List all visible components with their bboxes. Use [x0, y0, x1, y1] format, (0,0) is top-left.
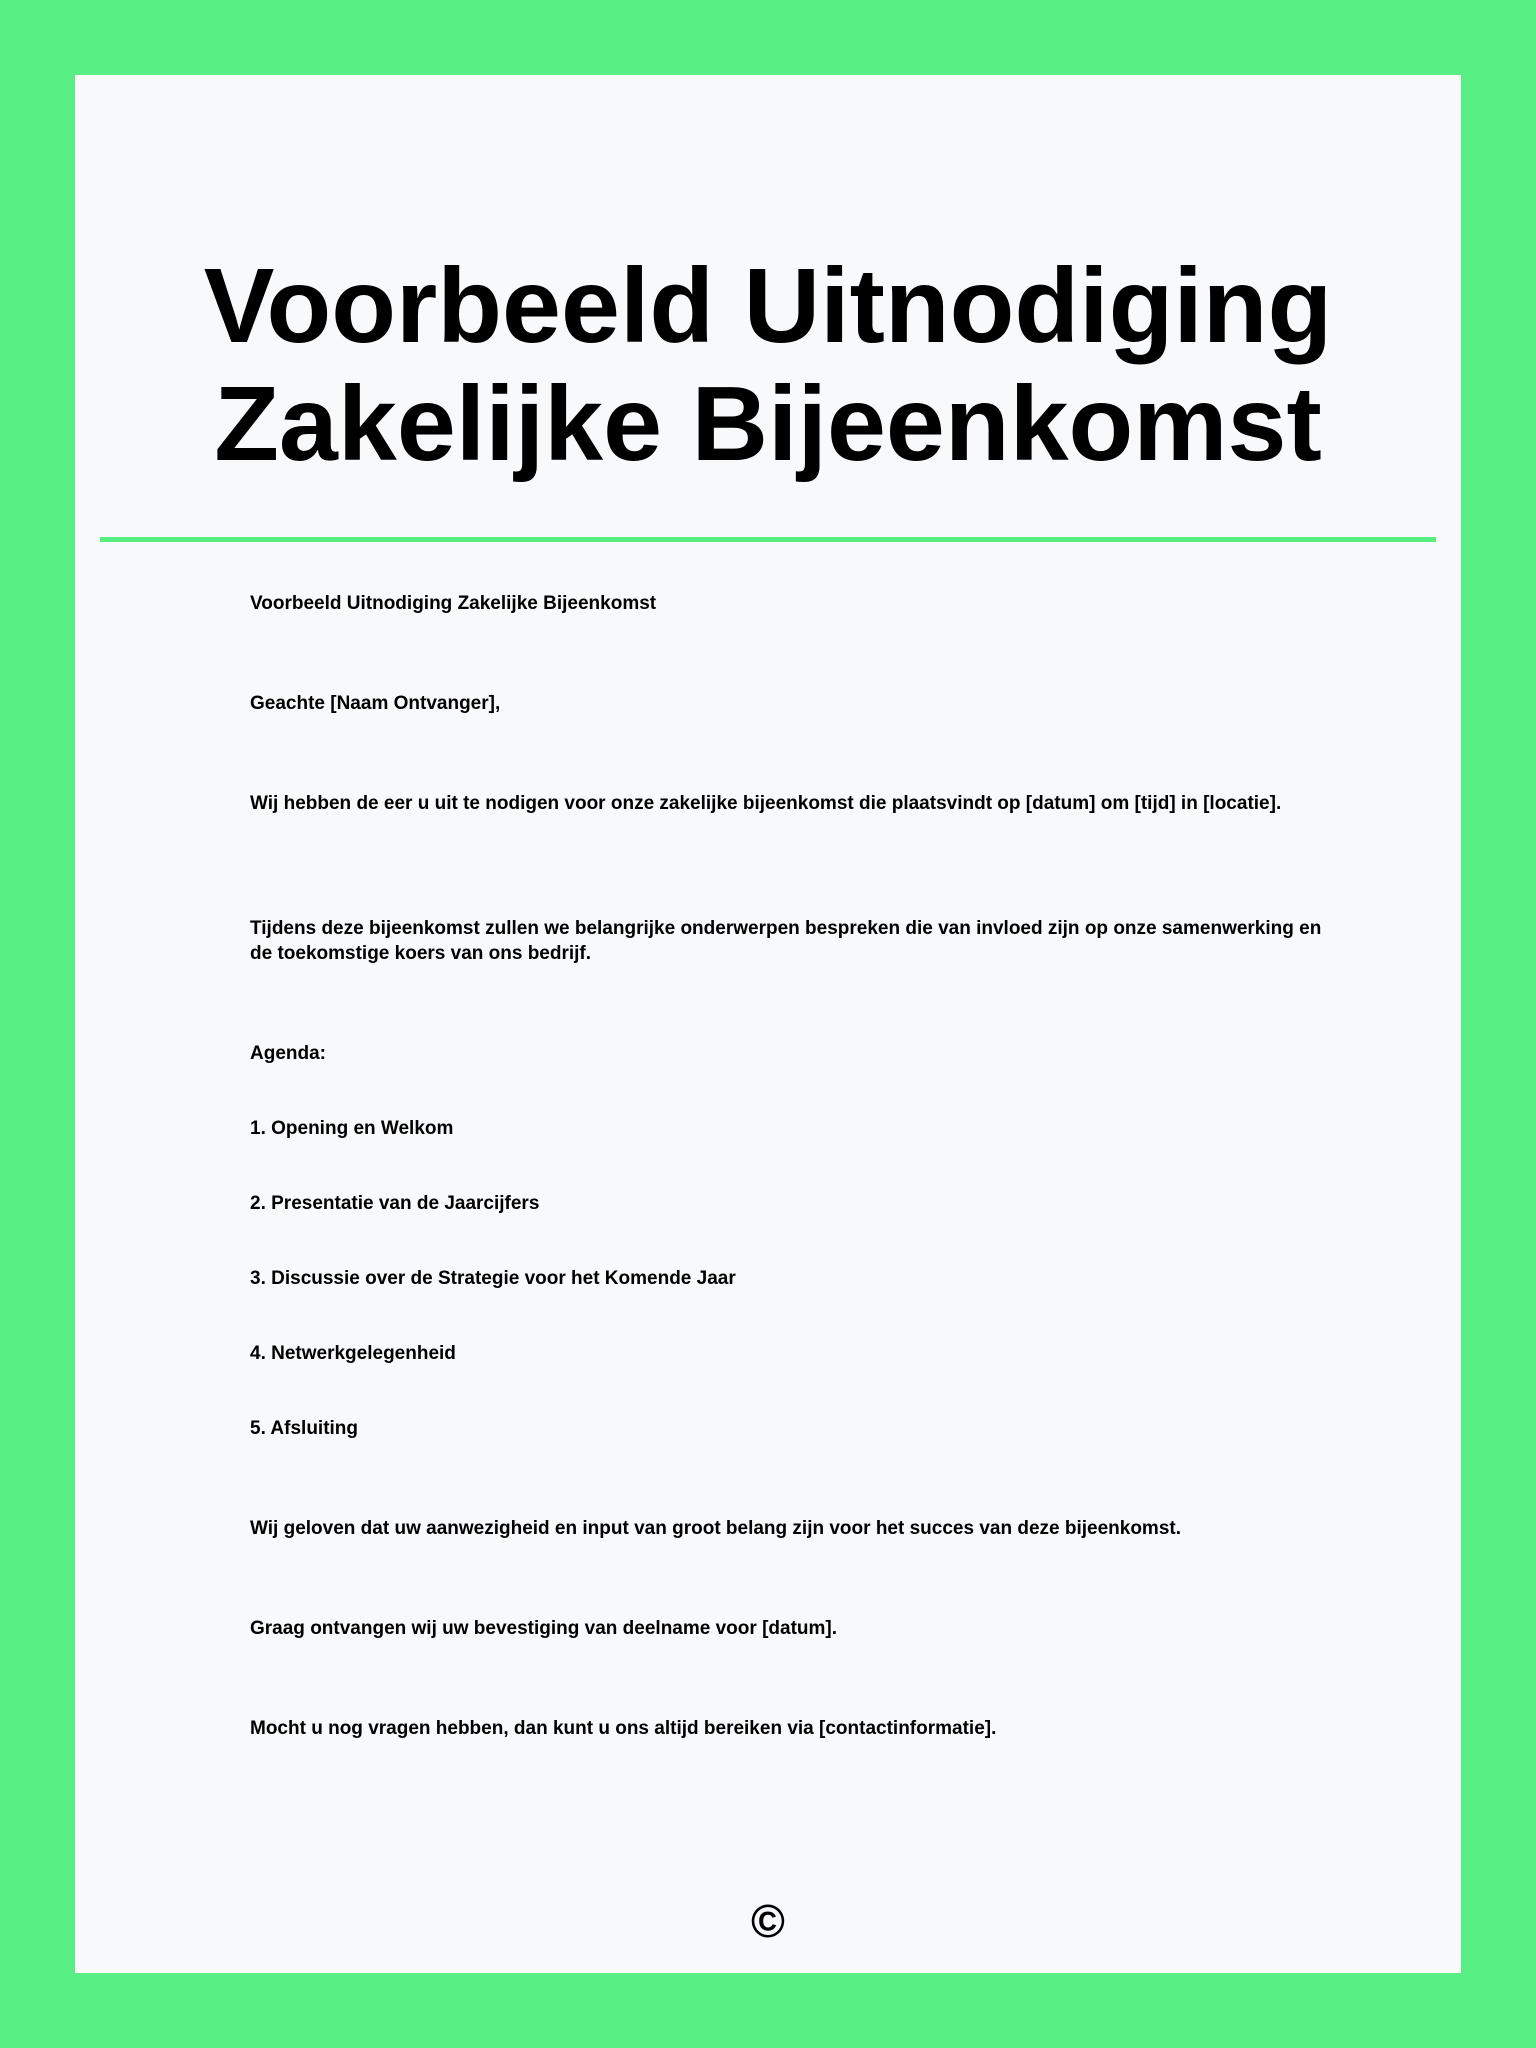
- contact-paragraph: Mocht u nog vragen hebben, dan kunt u ons altijd bereiken via [contactinformatie].: [250, 1718, 997, 1739]
- agenda-item: 1. Opening en Welkom: [250, 1118, 454, 1139]
- title-line-1: Voorbeeld Uitnodiging: [203, 247, 1333, 365]
- agenda-item: 5. Afsluiting: [250, 1418, 359, 1439]
- title-line-2: Zakelijke Bijeenkomst: [214, 365, 1322, 483]
- confirmation-paragraph: Graag ontvangen wij uw bevestiging van deelname voor [datum].: [250, 1618, 837, 1639]
- title-divider: [100, 537, 1436, 542]
- importance-paragraph: Wij geloven dat uw aanwezigheid en input van groot belang zijn voor het succes van deze bijeenkomst.: [250, 1518, 1181, 1539]
- agenda-item: 3. Discussie over de Strategie voor het Komende Jaar: [250, 1268, 736, 1289]
- document-page: [75, 75, 1461, 1973]
- document-title: [75, 247, 1461, 483]
- copyright-icon: ©: [751, 1895, 785, 1947]
- topics-paragraph: Tijdens deze bijeenkomst zullen we belangrijke onderwerpen bespreken die van invloed zijn op onze samenwerking en de toekomstige koers van ons bedrijf.: [250, 918, 1322, 964]
- salutation: Geachte [Naam Ontvanger],: [250, 693, 501, 714]
- agenda-item: 4. Netwerkgelegenheid: [250, 1343, 456, 1364]
- agenda-item: 2. Presentatie van de Jaarcijfers: [250, 1193, 540, 1214]
- intro-paragraph: Wij hebben de eer u uit te nodigen voor onze zakelijke bijeenkomst die plaatsvindt op [datum] om [tijd] in [locatie].: [250, 793, 1282, 814]
- agenda-label: Agenda:: [250, 1043, 326, 1064]
- document-heading: Voorbeeld Uitnodiging Zakelijke Bijeenkomst: [250, 593, 657, 614]
